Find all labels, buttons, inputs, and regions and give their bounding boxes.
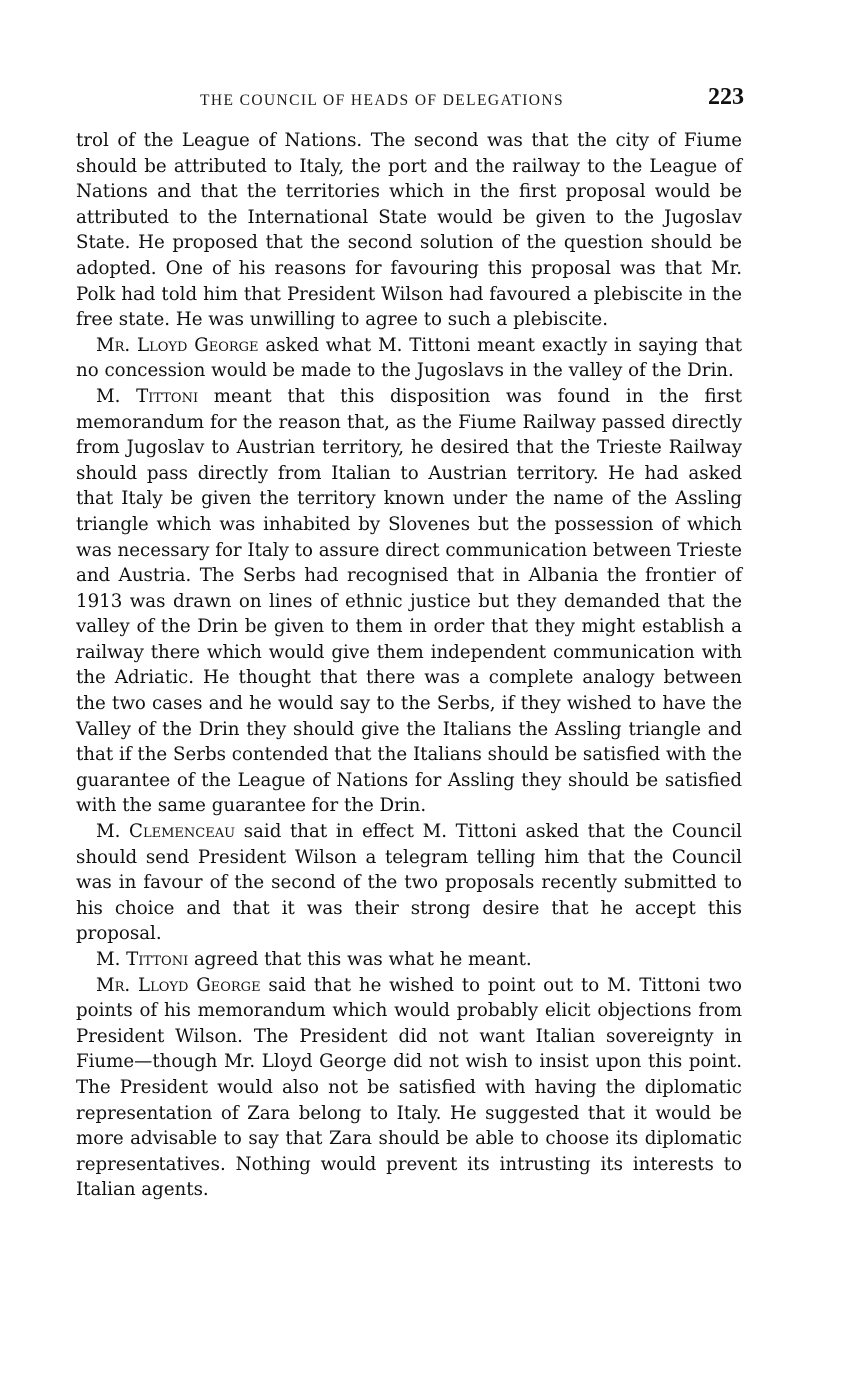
paragraph-tittoni-1 [76, 384, 742, 819]
paragraph-continued [76, 128, 742, 333]
paragraph-text: said that in effect M. Tittoni asked that the Council should send President Wilson a telegram telling him that the Council was in favour of the second of the two proposals recently submitted to his choice and that it was their strong desire that he accept this proposal. [76, 821, 742, 945]
speaker-name: M. Tittoni [96, 385, 199, 407]
paragraph-text: asked what M. Tittoni meant exactly in saying that no concession would be made to the Jugoslavs in the valley of the Drin. [76, 334, 743, 382]
paragraph-text: trol of the League of Nations. The second was that the city of Fiume should be attributed to Italy, the port and the railway to the League of Nations and that the territories which in the first proposal would be attributed to the International State would be given to the Jugoslav State. He proposed that the second solution of the question should be adopted. One of his reasons for favouring this proposal was that Mr. Polk had told him that President Wilson had favoured a plebiscite in the free state. He was unwilling to agree to such a plebiscite. [76, 130, 742, 331]
paragraph-text: meant that this disposition was found in the first memorandum for the reason that, as the Fiume Railway passed directly from Jugoslav to Austrian territory, he desired that the Trieste Railway should pass directly from Italian to Austrian territory. He had asked that Italy be given the territory known under the name of the Assling triangle which was inhabited by Slovenes but the possession of which was necessary for Italy to assure direct communication between Trieste and Austria. The Serbs had recognised that in Albania the frontier of 1913 was drawn on lines of ethnic justice but they demanded that the valley of the Drin be given to them in order that they might establish a railway there which would give them independent communication with the Adriatic. He thought that there was a complete analogy between the two cases and he would say to the Serbs, if they wished to have the Valley of the Drin they should give the Italians the Assling triangle and that if the Serbs contended that the Italians should be satisfied with the guarantee of the League of Nations for Assling they should be satisfied with the same guarantee for the Drin. [76, 385, 743, 817]
speaker-name: Mr. Lloyd George [96, 334, 259, 356]
page-number: 223 [708, 84, 744, 110]
body-text [76, 128, 742, 1203]
paragraph-text: agreed that this was what he meant. [188, 949, 532, 970]
speaker-name: M. Clemenceau [96, 821, 236, 843]
running-head [76, 86, 744, 116]
paragraph-tittoni-2 [76, 947, 742, 973]
speaker-name: M. Tittoni [96, 949, 189, 970]
paragraph-clemenceau [76, 819, 742, 947]
running-title: THE COUNCIL OF HEADS OF DELEGATIONS [200, 92, 565, 109]
paragraph-lloyd-george-1 [76, 333, 742, 384]
speaker-name: Mr. Lloyd George [96, 974, 261, 996]
paragraph-text: said that he wished to point out to M. Tittoni two points of his memorandum which would probably elicit objections from President Wilson. The President did not want Italian sovereignty in Fiume—though Mr. Lloyd George did not wish to insist upon this point. The President would also not be satisfied with having the diplomatic representation of Zara belong to Italy. He suggested that it would be more advisable to say that Zara should be able to choose its diplomatic representatives. Nothing would prevent its intrusting its interests to Italian agents. [76, 974, 742, 1201]
paragraph-lloyd-george-2 [76, 973, 742, 1203]
